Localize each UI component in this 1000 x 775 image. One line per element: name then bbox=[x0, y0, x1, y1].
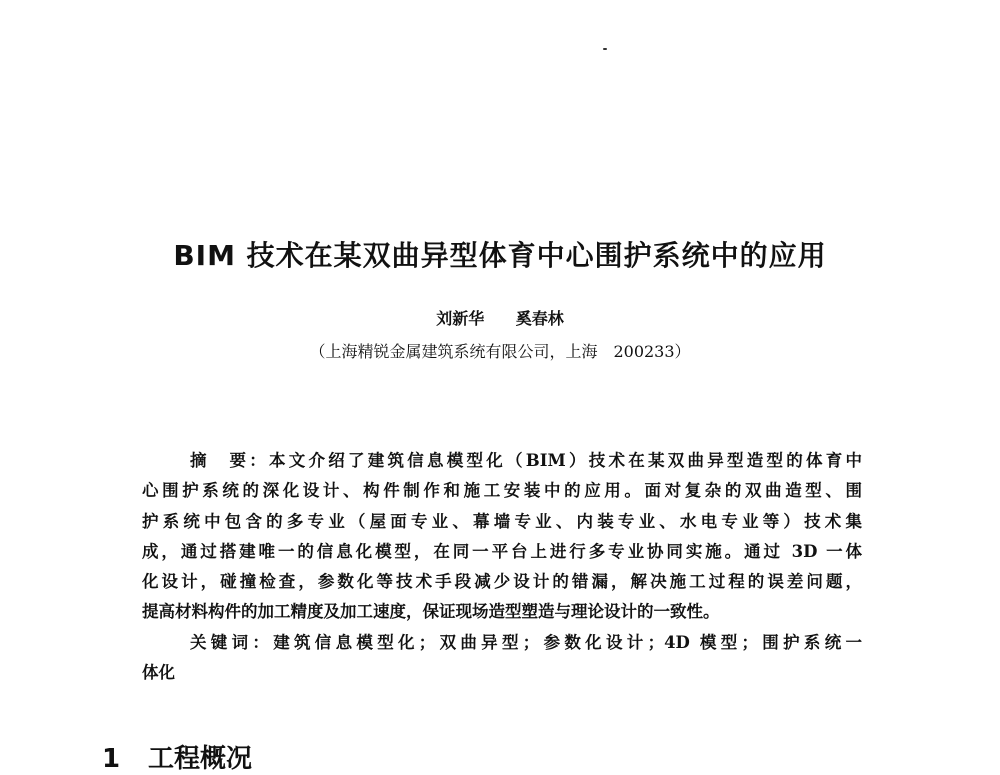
author-name: 奚春林 bbox=[515, 309, 564, 328]
abstract-line: 心围护系统的深化设计、构件制作和施工安装中的应用。面对复杂的双曲造型、围 bbox=[142, 481, 862, 501]
paper-title: BIM 技术在某双曲异型体育中心围护系统中的应用 bbox=[173, 239, 827, 272]
keywords-text: 建筑信息模型化；双曲异型；参数化设计；4D 模型；围护系统一 bbox=[273, 632, 862, 652]
abstract-line: 化设计，碰撞检查，参数化等技术手段减少设计的错漏，解决施工过程的误差问题， bbox=[142, 572, 862, 592]
section-number: 1 bbox=[102, 744, 121, 774]
keywords-line: 体化 bbox=[142, 663, 175, 683]
keywords-line bbox=[142, 628, 862, 658]
author-list bbox=[0, 306, 1000, 329]
scan-speck bbox=[603, 48, 607, 50]
abstract-line: 护系统中包含的多专业（屋面专业、幕墙专业、内装专业、水电专业等）技术集 bbox=[142, 511, 862, 531]
abstract-line: 成，通过搭建唯一的信息化模型，在同一平台上进行多专业协同实施。通过 3D 一体 bbox=[142, 541, 862, 561]
abstract-line: 摘 要：本文介绍了建筑信息模型化（BIM）技术在某双曲异型造型的体育中 bbox=[190, 451, 862, 470]
abstract-label: 摘 要： bbox=[190, 451, 270, 470]
abstract-line: 提高材料构件的加工精度及加工速度，保证现场造型塑造与理论设计的一致性。 bbox=[142, 602, 720, 622]
author-affiliation: （上海精锐金属建筑系统有限公司，上海 200233） bbox=[309, 342, 691, 361]
section-title: 工程概况 bbox=[148, 744, 253, 774]
keywords-label: 关键词： bbox=[190, 632, 274, 652]
abstract-block bbox=[142, 446, 862, 688]
author-name: 刘新华 bbox=[436, 309, 485, 328]
